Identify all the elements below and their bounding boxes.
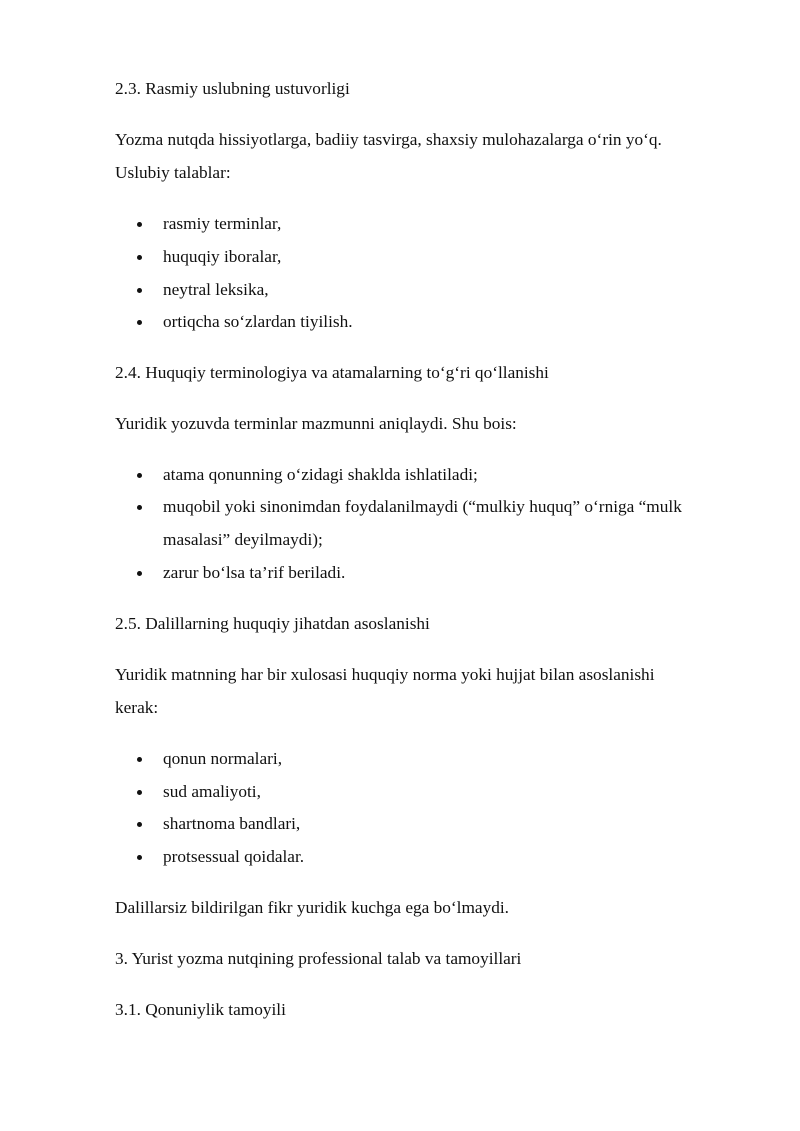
paragraph-line: Dalillarsiz bildirilgan fikr yuridik kuchga ega bo‘lmaydi. — [115, 898, 510, 917]
list-item-text: atama qonunning o‘zidagi shaklda ishlatiladi; — [163, 465, 478, 484]
section-heading-2-4: 2.4. Huquqiy terminologiya va atamalarning to‘g‘ri qo‘llanishi — [115, 363, 549, 382]
paragraph-line: Yuridik yozuvda terminlar mazmunni aniqlaydi. Shu bois: — [115, 414, 517, 433]
bullet-icon — [137, 288, 142, 293]
list-item-text: huquqiy iboralar, — [163, 247, 282, 266]
bullet-icon — [137, 790, 142, 795]
bullet-icon — [137, 255, 142, 260]
list-item-text: neytral leksika, — [163, 280, 269, 299]
bullet-icon — [137, 822, 142, 827]
paragraph-line: Yuridik matnning har bir xulosasi huquqiy norma yoki hujjat bilan asoslanishi — [115, 665, 655, 684]
bullet-icon — [137, 222, 142, 227]
list-item-text: protsessual qoidalar. — [163, 847, 305, 866]
section-heading-2-5: 2.5. Dalillarning huquqiy jihatdan asoslanishi — [115, 614, 430, 633]
paragraph-line: Uslubiy talablar: — [115, 163, 231, 182]
bullet-icon — [137, 855, 142, 860]
list-item-text: shartnoma bandlari, — [163, 814, 301, 833]
section-heading-2-3: 2.3. Rasmiy uslubning ustuvorligi — [115, 79, 350, 98]
bullet-icon — [137, 505, 142, 510]
list-item-text: zarur bo‘lsa ta’rif beriladi. — [163, 563, 346, 582]
list-item-text: ortiqcha so‘zlardan tiyilish. — [163, 312, 353, 331]
paragraph-line: Yozma nutqda hissiyotlarga, badiiy tasvirga, shaxsiy mulohazalarga o‘rin yo‘q. — [115, 130, 662, 149]
list-item-text: sud amaliyoti, — [163, 782, 261, 801]
section-heading-3: 3. Yurist yozma nutqining professional talab va tamoyillari — [115, 949, 522, 968]
list-item-text: muqobil yoki sinonimdan foydalanilmaydi (“mulkiy huquq” o‘rniga “mulk — [163, 497, 682, 516]
list-item-text: qonun normalari, — [163, 749, 283, 768]
bullet-icon — [137, 320, 142, 325]
list-item-text: masalasi” deyilmaydi); — [163, 530, 323, 549]
section-heading-3-1: 3.1. Qonuniylik tamoyili — [115, 1000, 286, 1019]
list-item-text: rasmiy terminlar, — [163, 214, 282, 233]
bullet-icon — [137, 571, 142, 576]
paragraph-line: kerak: — [115, 698, 159, 717]
bullet-icon — [137, 473, 142, 478]
bullet-icon — [137, 757, 142, 762]
